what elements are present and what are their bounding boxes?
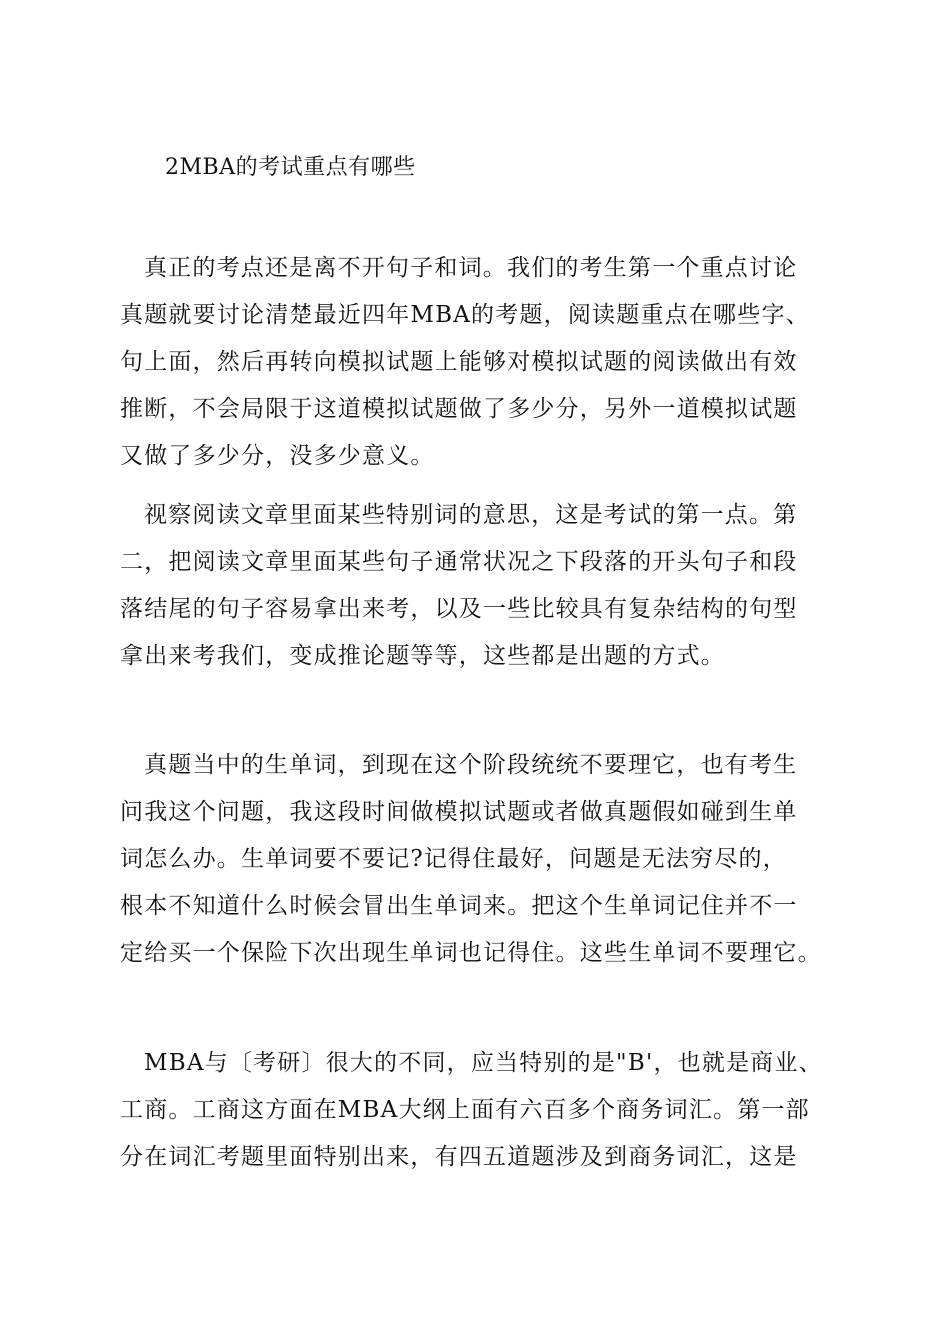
paragraph-line: 真正的考点还是离不开句子和词。我们的考生第一个重点讨论 (144, 255, 798, 281)
paragraph-line: 真题当中的生单词，到现在这个阶段统统不要理它，也有考生 (144, 752, 798, 778)
paragraph-line: 落结尾的句子容易拿出来考，以及一些比较具有复杂结构的句型 (120, 596, 798, 622)
paragraph-line: 分在词汇考题里面特别出来，有四五道题涉及到商务词汇，这是 (120, 1144, 798, 1170)
paragraph-line: 真题就要讨论清楚最近四年MBA的考题，阅读题重点在哪些字、 (120, 302, 810, 328)
paragraph-line: 又做了多少分，没多少意义。 (120, 443, 435, 469)
paragraph-1 (120, 245, 840, 480)
paragraph-line: 视察阅读文章里面某些特别词的意思，这是考试的第一点。第 (144, 502, 798, 528)
paragraph-4 (120, 1040, 840, 1181)
paragraph-line: 词怎么办。生单词要不要记?记得住最好，问题是无法穷尽的， (120, 846, 787, 872)
paragraph-line: 问我这个问题，我这段时间做模拟试题或者做真题假如碰到生单 (120, 799, 798, 825)
paragraph-line: 根本不知道什么时候会冒出生单词来。把这个生单词记住并不一 (120, 893, 798, 919)
paragraph-line: 二，把阅读文章里面某些句子通常状况之下段落的开头句子和段 (120, 549, 798, 575)
paragraph-line: MBA与〔考研〕很大的不同，应当特别的是"B'，也就是商业、 (144, 1050, 823, 1076)
page-title: 2MBA的考试重点有哪些 (165, 155, 416, 180)
paragraph-2 (120, 492, 840, 680)
paragraph-line: 推断，不会局限于这道模拟试题做了多少分，另外一道模拟试题 (120, 396, 798, 422)
paragraph-line: 定给买一个保险下次出现生单词也记得住。这些生单词不要理它。 (120, 940, 822, 966)
paragraph-line: 句上面，然后再转向模拟试题上能够对模拟试题的阅读做出有效 (120, 349, 798, 375)
paragraph-3 (120, 742, 840, 977)
paragraph-line: 拿出来考我们，变成推论题等等，这些都是出题的方式。 (120, 643, 725, 669)
paragraph-line: 工商。工商这方面在MBA大纲上面有六百多个商务词汇。第一部 (120, 1097, 810, 1123)
